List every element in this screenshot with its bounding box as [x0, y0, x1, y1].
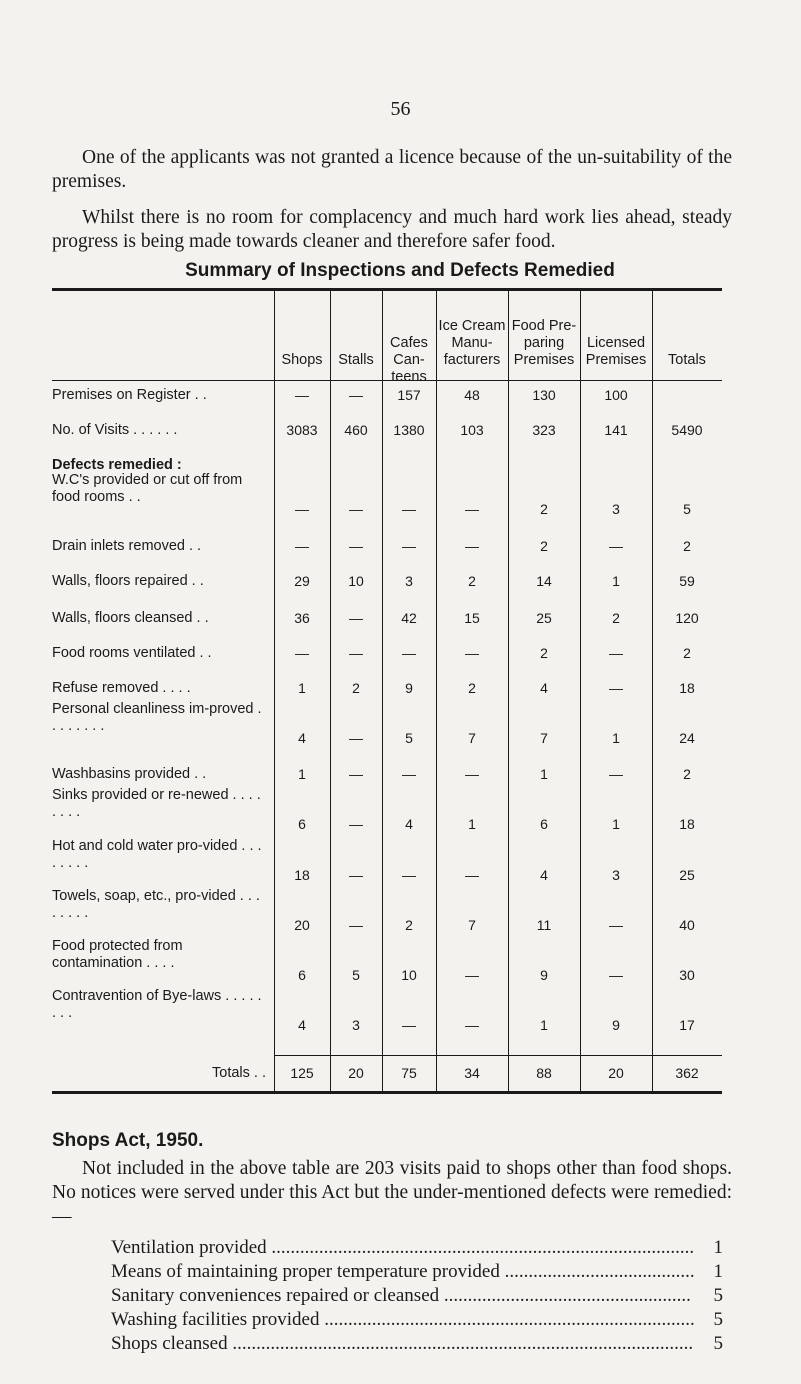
table-cell: 1380: [393, 422, 425, 438]
table-cell: 5490: [671, 422, 703, 438]
list-item-value: 5: [713, 1333, 723, 1354]
table-cell: —: [402, 766, 416, 782]
list-item-value: 5: [713, 1285, 723, 1306]
row-label: Sinks provided or re-newed . . . . . . . .: [52, 787, 261, 820]
row-label: W.C's provided or cut off from food rooms . .: [52, 472, 243, 505]
totals-cell: 125: [290, 1065, 314, 1081]
summary-heading-text: Summary of Inspections and Defects Remedied: [185, 260, 615, 281]
table-top-rule: [52, 288, 722, 291]
table-cell: —: [465, 538, 479, 554]
table-cell: 2: [540, 501, 548, 517]
table-cell: 130: [532, 387, 556, 403]
shops-act-list-item: [111, 1260, 723, 1284]
list-item-label: Means of maintaining proper temperature provided: [111, 1261, 500, 1282]
leader-dots: .........................................................................................: [266, 1237, 695, 1258]
table-cell: —: [349, 501, 363, 517]
table-cell: 2: [468, 680, 476, 696]
table-cell: 3083: [286, 422, 318, 438]
table-cell: 18: [679, 680, 695, 696]
table-cell: 1: [298, 766, 306, 782]
table-cell: 6: [298, 967, 306, 983]
table-cell: 2: [683, 645, 691, 661]
table-cell: 3: [612, 501, 620, 517]
table-cell: 103: [460, 422, 484, 438]
table-cell: —: [349, 610, 363, 626]
table-cell: 11: [536, 917, 552, 933]
totals-cell: 20: [348, 1065, 364, 1081]
table-cell: 4: [298, 730, 306, 746]
table-cell: —: [609, 967, 623, 983]
table-cell: 10: [401, 967, 417, 983]
table-cell: —: [465, 645, 479, 661]
row-label: Hot and cold water pro-vided . . . . . . . .: [52, 838, 262, 871]
table-cell: 5: [352, 967, 360, 983]
col-header-stalls: Stalls: [338, 352, 374, 368]
row-label: Premises on Register . .: [52, 387, 207, 403]
table-cell: 4: [540, 867, 548, 883]
table-cell: 24: [679, 730, 695, 746]
table-cell: —: [349, 730, 363, 746]
table-cell: 3: [405, 573, 413, 589]
table-cell: 141: [604, 422, 628, 438]
row-label: Food protected from contamination . . . .: [52, 938, 183, 971]
table-cell: 40: [679, 917, 695, 933]
table-cell: 5: [683, 501, 691, 517]
row-label: No. of Visits . . . . . .: [52, 422, 178, 438]
table-cell: 10: [348, 573, 364, 589]
list-item-label: Washing facilities provided: [111, 1309, 320, 1330]
table-cell: 18: [679, 816, 695, 832]
table-cell: 2: [405, 917, 413, 933]
table-cell: 36: [294, 610, 310, 626]
table-cell: —: [465, 766, 479, 782]
list-item-value: 1: [713, 1237, 723, 1258]
page-number: 56: [390, 98, 411, 120]
totals-cell: 20: [608, 1065, 624, 1081]
table-cell: 7: [468, 730, 476, 746]
table-cell: 17: [679, 1017, 695, 1033]
row-label: Walls, floors repaired . .: [52, 573, 204, 589]
row-label: Defects remedied :: [52, 457, 182, 473]
col-header-ice-cream: Ice Cream Manu-facturers: [438, 318, 506, 368]
totals-cell: 88: [536, 1065, 552, 1081]
table-cell: 2: [540, 645, 548, 661]
col-header-shops: Shops: [281, 352, 323, 368]
row-label: Contravention of Bye-laws . . . . . . . .: [52, 988, 262, 1021]
intro-paragraph-2-text: Whilst there is no room for complacency and much hard work lies ahead, steady progress is being made towards cleaner and therefore safer food.: [52, 207, 732, 252]
table-cell: —: [609, 645, 623, 661]
table-cell: —: [465, 967, 479, 983]
col-header-licensed: Licensed Premises: [585, 335, 647, 368]
table-cell: 25: [536, 610, 552, 626]
table-cell: —: [609, 680, 623, 696]
table-cell: —: [465, 1017, 479, 1033]
col-header-cafes: Cafes Can-teens: [390, 335, 428, 385]
intro-paragraph-1-text: One of the applicants was not granted a licence because of the un-suitability of the premises.: [52, 147, 732, 192]
table-cell: —: [402, 867, 416, 883]
totals-top-rule: [274, 1055, 722, 1056]
table-cell: 6: [540, 816, 548, 832]
table-cell: 3: [612, 867, 620, 883]
col-header-totals: Totals: [668, 352, 706, 368]
table-cell: —: [402, 1017, 416, 1033]
table-bottom-rule: [52, 1091, 722, 1094]
table-cell: 48: [464, 387, 480, 403]
table-cell: 9: [540, 967, 548, 983]
shops-act-heading: Shops Act, 1950.: [52, 1130, 204, 1151]
leader-dots: .................................................................................................: [227, 1333, 694, 1354]
table-cell: —: [349, 917, 363, 933]
totals-cell: 362: [675, 1065, 699, 1081]
table-cell: 100: [604, 387, 628, 403]
table-cell: 4: [405, 816, 413, 832]
shops-act-list-item: [111, 1284, 723, 1308]
table-cell: —: [295, 501, 309, 517]
table-cell: 2: [468, 573, 476, 589]
table-cell: 15: [464, 610, 480, 626]
table-cell: —: [465, 501, 479, 517]
table-cell: 323: [532, 422, 556, 438]
row-label: Towels, soap, etc., pro-vided . . . . . . . .: [52, 888, 260, 921]
table-cell: —: [349, 867, 363, 883]
table-cell: 20: [294, 917, 310, 933]
list-item-value: 1: [713, 1261, 723, 1282]
shops-act-list-item: [111, 1236, 723, 1260]
totals-cell: 34: [464, 1065, 480, 1081]
table-cell: 2: [612, 610, 620, 626]
table-cell: 9: [405, 680, 413, 696]
summary-heading: [60, 260, 740, 282]
summary-table: [52, 288, 722, 1096]
table-cell: 1: [540, 1017, 548, 1033]
table-cell: —: [349, 538, 363, 554]
table-cell: —: [402, 538, 416, 554]
table-cell: 4: [298, 1017, 306, 1033]
table-cell: —: [349, 766, 363, 782]
leader-dots: ..............................................................................: [319, 1309, 695, 1330]
totals-label: Totals . .: [212, 1065, 266, 1081]
row-label: Refuse removed . . . .: [52, 680, 191, 696]
table-cell: —: [349, 645, 363, 661]
list-item-label: Ventilation provided: [111, 1237, 267, 1258]
table-cell: 59: [679, 573, 695, 589]
table-cell: 14: [536, 573, 552, 589]
leader-dots: ........................................: [499, 1261, 695, 1282]
table-cell: —: [349, 816, 363, 832]
table-cell: 7: [468, 917, 476, 933]
intro-paragraph-2: [52, 206, 732, 254]
table-cell: 1: [612, 573, 620, 589]
shops-act-list-item: [111, 1332, 723, 1356]
leader-dots: ....................................................: [439, 1285, 691, 1306]
row-label: Walls, floors cleansed . .: [52, 610, 209, 626]
table-cell: 2: [352, 680, 360, 696]
table-cell: 1: [612, 730, 620, 746]
shops-act-list-item: [111, 1308, 723, 1332]
list-item-value: 5: [713, 1309, 723, 1330]
table-cell: —: [295, 387, 309, 403]
table-cell: 4: [540, 680, 548, 696]
totals-cell: 75: [401, 1065, 417, 1081]
table-cell: —: [465, 867, 479, 883]
list-item-label: Shops cleansed: [111, 1333, 228, 1354]
table-cell: —: [402, 645, 416, 661]
col-header-food-preparing: Food Pre-paring Premises: [511, 318, 577, 368]
table-cell: —: [295, 645, 309, 661]
row-label: Personal cleanliness im-proved . . . . . . . .: [52, 701, 262, 734]
row-label: Washbasins provided . .: [52, 766, 207, 782]
table-cell: —: [609, 766, 623, 782]
table-cell: 1: [298, 680, 306, 696]
table-cell: 5: [405, 730, 413, 746]
table-cell: 29: [294, 573, 310, 589]
table-cell: 3: [352, 1017, 360, 1033]
table-cell: 460: [344, 422, 368, 438]
table-cell: 25: [679, 867, 695, 883]
table-cell: 1: [612, 816, 620, 832]
table-cell: 9: [612, 1017, 620, 1033]
table-cell: 2: [683, 538, 691, 554]
table-cell: 18: [294, 867, 310, 883]
table-cell: 42: [401, 610, 417, 626]
table-cell: —: [609, 538, 623, 554]
table-cell: —: [402, 501, 416, 517]
table-cell: 6: [298, 816, 306, 832]
table-cell: 2: [540, 538, 548, 554]
table-cell: 2: [683, 766, 691, 782]
shops-act-paragraph: Not included in the above table are 203 visits paid to shops other than food shops. No notices were served under this Act but the under-mentioned defects were remedied:—: [52, 1158, 732, 1227]
list-item-label: Sanitary conveniences repaired or cleansed: [111, 1285, 440, 1306]
table-cell: 30: [679, 967, 695, 983]
table-cell: —: [609, 917, 623, 933]
table-cell: 7: [540, 730, 548, 746]
row-label: Food rooms ventilated . .: [52, 645, 212, 661]
table-cell: 157: [397, 387, 421, 403]
table-cell: 1: [540, 766, 548, 782]
table-cell: —: [349, 387, 363, 403]
intro-paragraph-1: [52, 146, 732, 194]
row-label: Drain inlets removed . .: [52, 538, 202, 554]
table-cell: 120: [675, 610, 699, 626]
table-cell: —: [295, 538, 309, 554]
table-cell: 1: [468, 816, 476, 832]
